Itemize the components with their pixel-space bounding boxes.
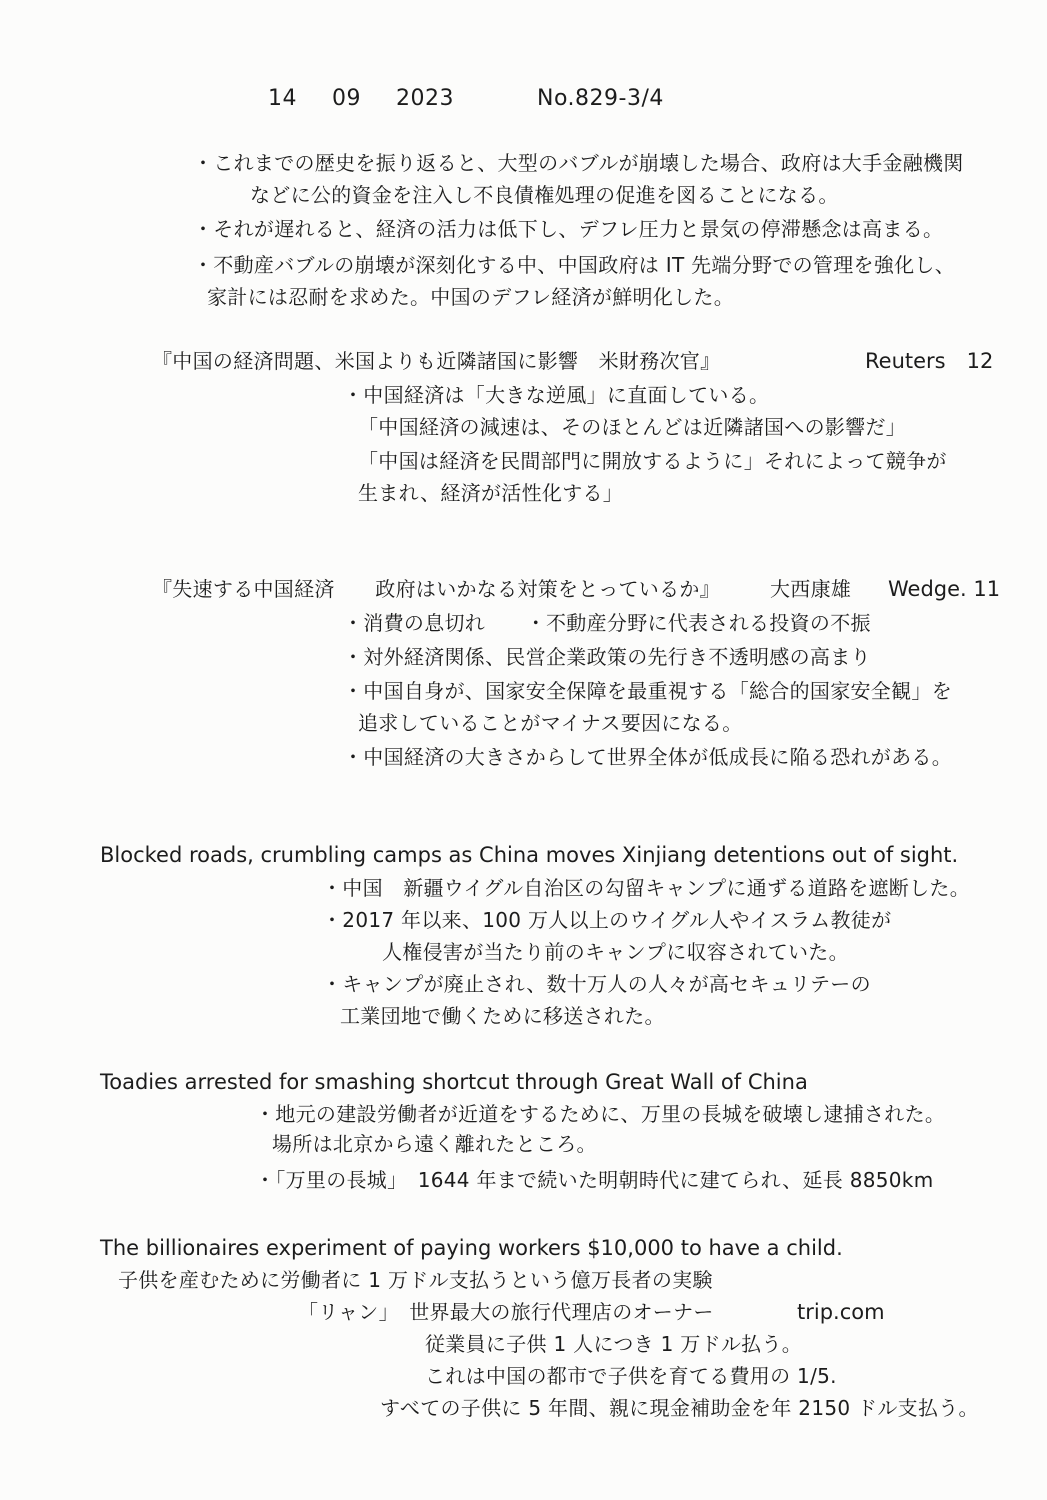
section1-line: 「中国経済の減速は、そのほとんどは近隣諸国への影響だ」 (358, 415, 907, 439)
section4-title: Toadies arrested for smashing shortcut through Great Wall of China (100, 1070, 808, 1094)
section2-line: 追求していることがマイナス要因になる。 (358, 711, 743, 735)
date-year: 2023 (396, 86, 454, 111)
section4-line: 場所は北京から遠く離れたところ。 (272, 1132, 597, 1156)
section1-line: ・中国経済は「大きな逆風」に直面している。 (343, 383, 770, 407)
section3-title: Blocked roads, crumbling camps as China moves Xinjiang detentions out of sight. (100, 843, 959, 867)
intro-line: などに公的資金を注入し不良債権処理の促進を図ることになる。 (250, 183, 839, 207)
intro-line: ・それが遅れると、経済の活力は低下し、デフレ圧力と景気の停滞懸念は高まる。 (193, 217, 944, 241)
section3-line: 人権侵害が当たり前のキャンプに収容されていた。 (382, 940, 849, 964)
section2-line: ・中国経済の大きさからして世界全体が低成長に陥る恐れがある。 (343, 745, 952, 769)
section4-line: ・地元の建設労働者が近道をするために、万里の長城を破壊し逮捕された。 (255, 1102, 946, 1126)
section2-line: ・対外経済関係、民営企業政策の先行き不透明感の高まり (343, 645, 871, 669)
section3-line: 工業団地で働くために移送された。 (340, 1004, 665, 1028)
section5-line: これは中国の都市で子供を育てる費用の 1/5. (425, 1364, 837, 1388)
section5-owner-line: 「リャン」 世界最大の旅行代理店のオーナー (298, 1300, 714, 1324)
section2-source: Wedge. 11 (888, 577, 1001, 601)
section1-line: 生まれ、経済が活性化する」 (358, 481, 624, 505)
section2-line: ・中国自身が、国家安全保障を最重視する「総合的国家安全観」を (343, 679, 952, 703)
section2-author: 大西康雄 (770, 577, 852, 601)
date-day: 14 (268, 86, 297, 111)
section1-title: 『中国の経済問題、米国よりも近隣諸国に影響 米財務次官』 (152, 349, 721, 373)
section1-source: Reuters 12 (865, 349, 994, 373)
section5-subtitle: 子供を産むために労働者に 1 万ドル支払うという億万長者の実験 (118, 1268, 713, 1292)
document-number: No.829-3/4 (537, 86, 664, 111)
intro-line: ・これまでの歴史を振り返ると、大型のバブルが崩壊した場合、政府は大手金融機関 (193, 151, 964, 175)
date-month: 09 (332, 86, 361, 111)
intro-line: 家計には忍耐を求めた。中国のデフレ経済が鮮明化した。 (207, 285, 734, 309)
section5-line: 従業員に子供 1 人につき 1 万ドル払う。 (425, 1332, 803, 1356)
section4-line: ・「万里の長城」 1644 年まで続いた明朝時代に建てられ、延長 8850km (255, 1168, 934, 1192)
section2-title: 『失速する中国経済 政府はいかなる対策をとっているか』 (152, 577, 720, 601)
intro-line: ・不動産バブルの崩壊が深刻化する中、中国政府は IT 先端分野での管理を強化し、 (193, 253, 956, 277)
section2-line: ・消費の息切れ ・不動産分野に代表される投資の不振 (343, 611, 871, 635)
section5-title: The billionaires experiment of paying workers $10,000 to have a child. (100, 1236, 843, 1260)
section3-line: ・中国 新疆ウイグル自治区の勾留キャンプに通ずる道路を遮断した。 (322, 876, 970, 900)
section1-line: 「中国は経済を民間部門に開放するように」それによって競争が (358, 449, 947, 473)
section5-website: trip.com (797, 1300, 885, 1324)
section3-line: ・2017 年以来、100 万人以上のウイグル人やイスラム教徒が (322, 908, 892, 932)
section5-line: すべての子供に 5 年間、親に現金補助金を年 2150 ドル支払う。 (380, 1396, 979, 1420)
section3-line: ・キャンプが廃止され、数十万人の人々が高セキュリテーの (322, 972, 871, 996)
